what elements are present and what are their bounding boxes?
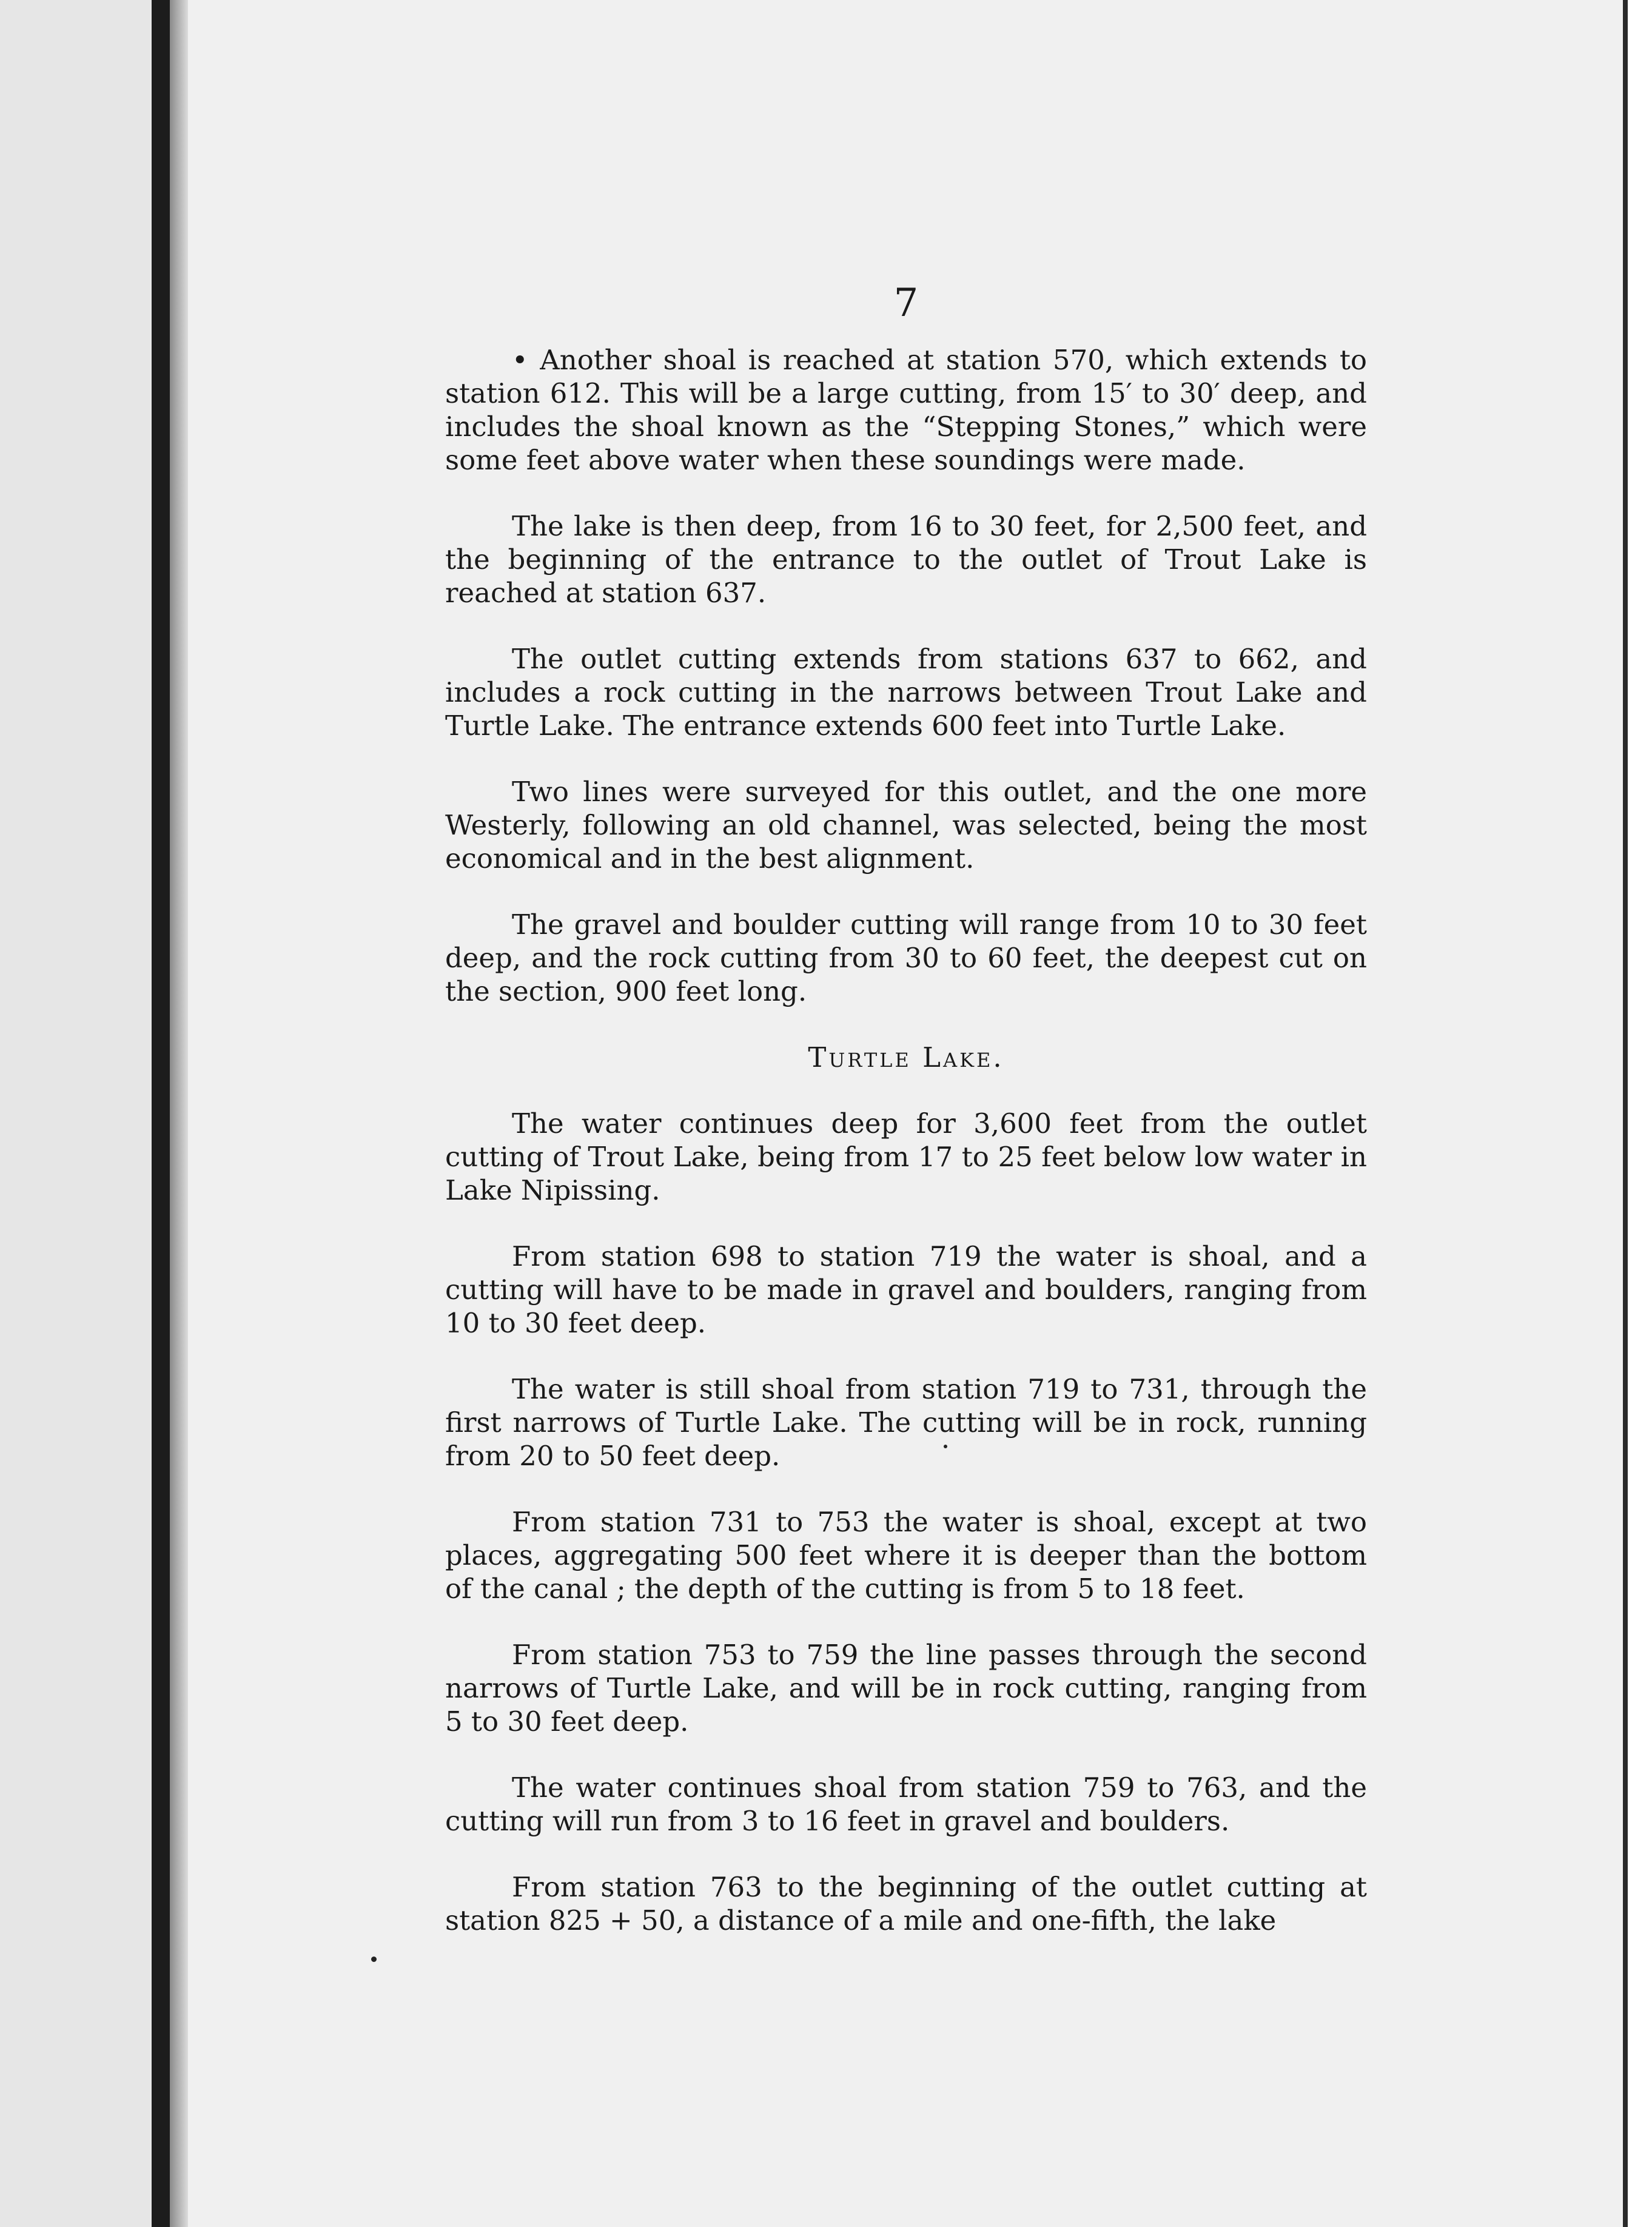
paragraph: • Another shoal is reached at station 570, which extends to station 612. This will be a large cutting, from 15′ to 30′ deep, and includes the shoal known as the “Stepping Stones,” which were some feet above water when these soundings were made. (445, 344, 1367, 476)
paragraph: The water continues deep for 3,600 feet from the outlet cutting of Trout Lake, being from 17 to 25 feet below low water in Lake Nipissing. (445, 1107, 1367, 1206)
paragraph: From station 753 to 759 the line passes through the second narrows of Turtle Lake, and will be in rock cutting, ranging from 5 to 30 feet deep. (445, 1639, 1367, 1738)
paragraph: The water is still shoal from station 719 to 731, through the first narrows of Turtle Lake. The cutting will be in rock, running from 20 to 50 feet deep. (445, 1373, 1367, 1472)
paragraph: The outlet cutting extends from stations 637 to 662, and includes a rock cutting in the narrows between Trout Lake and Turtle Lake. The entrance extends 600 feet into Turtle Lake. (445, 643, 1367, 742)
paragraph: The lake is then deep, from 16 to 30 feet, for 2,500 feet, and the beginning of the entrance to the outlet of Trout Lake is reached at station 637. (445, 510, 1367, 609)
right-edge-margin (1628, 0, 1652, 2227)
right-edge-line (1623, 0, 1628, 2227)
binding-edge-dark (152, 0, 170, 2227)
paragraph: The water continues shoal from station 759 to 763, and the cutting will run from 3 to 16 feet in gravel and boulders. (445, 1772, 1367, 1837)
page-number: 7 (893, 281, 919, 326)
page-text-block (445, 279, 1367, 1970)
left-margin (0, 0, 152, 2227)
paragraph: From station 763 to the beginning of the outlet cutting at station 825 + 50, a distance of a mile and one-fifth, the lake (445, 1871, 1367, 1936)
scan-speck (371, 1957, 377, 1962)
section-heading: Turtle Lake. (808, 1041, 1004, 1073)
binding-edge-shadow (170, 0, 188, 2227)
paragraph: From station 698 to station 719 the water is shoal, and a cutting will have to be made in gravel and boulders, ranging from 10 to 30 feet deep. (445, 1240, 1367, 1339)
paragraph: The gravel and boulder cutting will range from 10 to 30 feet deep, and the rock cutting from 30 to 60 feet, the deepest cut on the section, 900 feet long. (445, 909, 1367, 1007)
paragraph: Two lines were surveyed for this outlet, and the one more Westerly, following an old channel, was selected, being the most economical and in the best alignment. (445, 776, 1367, 875)
paragraph: From station 731 to 753 the water is shoal, except at two places, aggregating 500 feet where it is deeper than the bottom of the canal ; the depth of the cutting is from 5 to 18 feet. (445, 1506, 1367, 1605)
